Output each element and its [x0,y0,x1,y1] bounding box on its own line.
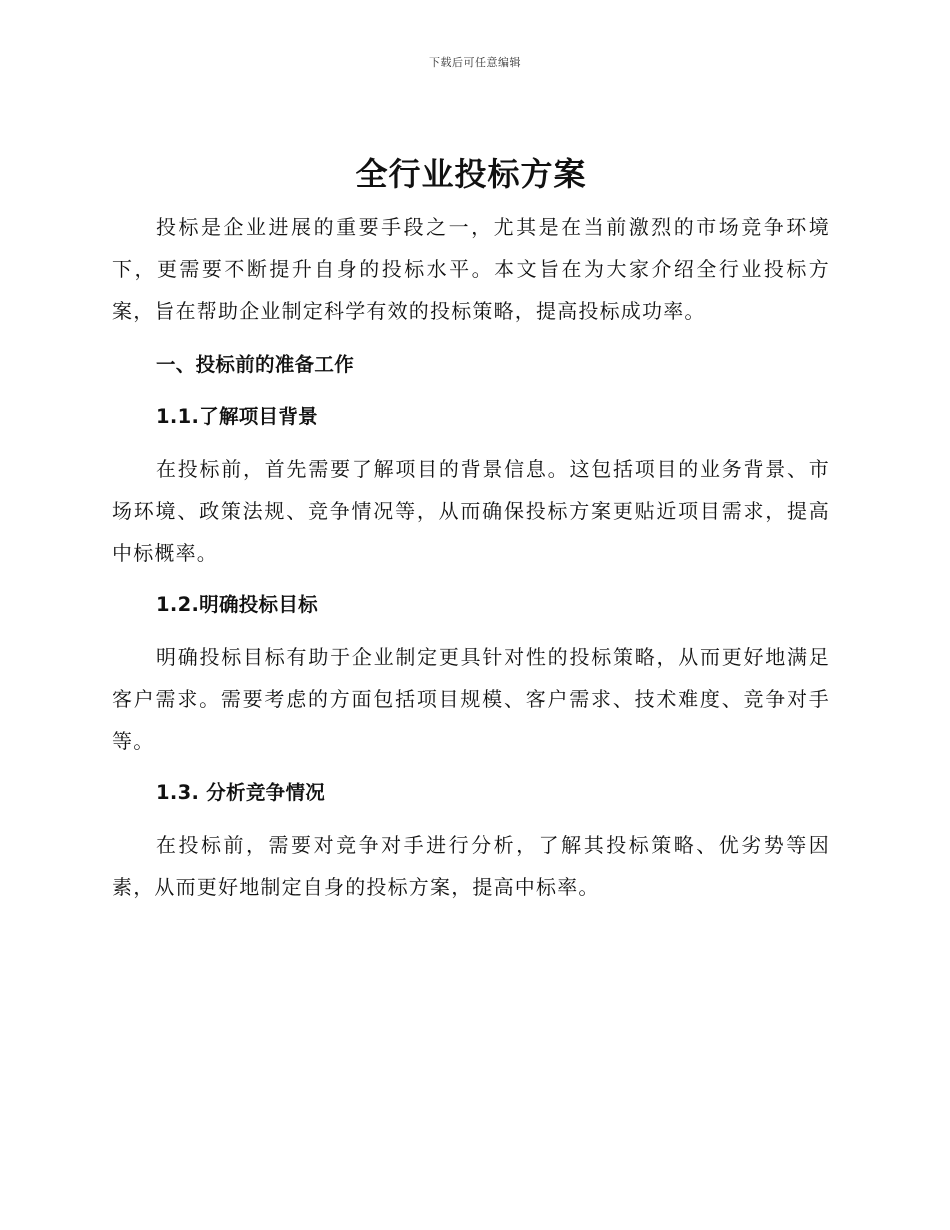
subsection-heading-1-3: 1.3. 分析竞争情况 [156,781,326,804]
section-heading-1: 一、投标前的准备工作 [156,353,355,376]
intro-paragraph: 投标是企业进展的重要手段之一，尤其是在当前激烈的市场竞争环境下，更需要不断提升自身的投标水平。本文旨在为大家介绍全行业投标方案，旨在帮助企业制定科学有效的投标策略，提高投标成功率。 [112,215,830,323]
subsection-heading-1-2: 1.2.明确投标目标 [156,593,318,616]
page-header: 下载后可任意编辑 [429,56,521,69]
document-title: 全行业投标方案 [355,155,587,193]
subsection-body-1-1: 在投标前，首先需要了解项目的背景信息。这包括项目的业务背景、市场环境、政策法规、竞争情况等，从而确保投标方案更贴近项目需求，提高中标概率。 [112,457,830,565]
document-body [112,146,830,908]
subsection-heading-1-1: 1.1.了解项目背景 [156,405,318,428]
subsection-body-1-3: 在投标前，需要对竞争对手进行分析，了解其投标策略、优劣势等因素，从而更好地制定自身的投标方案，提高中标率。 [112,833,830,899]
subsection-body-1-2: 明确投标目标有助于企业制定更具针对性的投标策略，从而更好地满足客户需求。需要考虑的方面包括项目规模、客户需求、技术难度、竞争对手等。 [112,645,830,753]
